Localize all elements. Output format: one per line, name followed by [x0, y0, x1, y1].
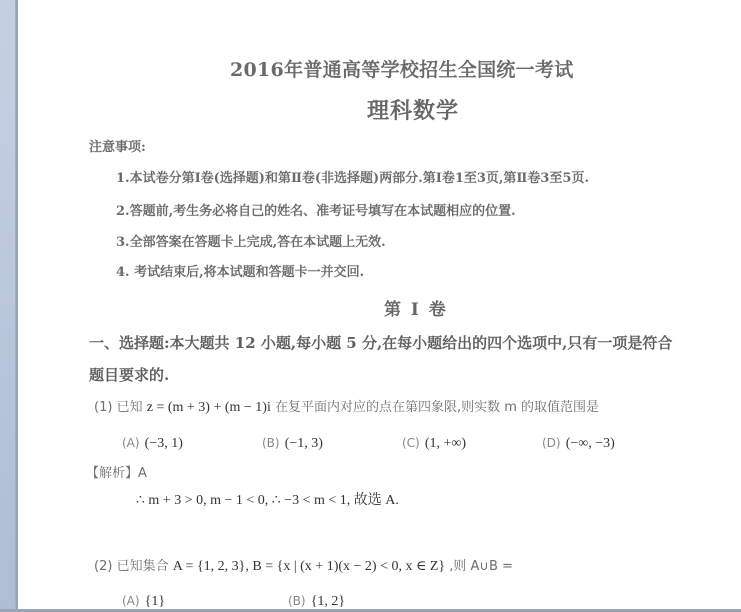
notice-item: 3.全部答案在答题卡上完成,答在本试题上无效.	[116, 235, 386, 250]
question-stem-suffix: ,则 A∪B =	[449, 559, 513, 574]
option-b: (B) {1, 2}	[288, 594, 346, 609]
notice-item: 4. 考试结束后,将本试题和答题卡一并交回.	[116, 265, 365, 280]
option-a: (A) {1}	[122, 594, 166, 609]
question-2-stem	[94, 555, 513, 575]
document-page[interactable]	[18, 0, 741, 609]
exam-title: 2016年普通高等学校招生全国统一考试	[230, 59, 574, 81]
option-a: (A) (−3, 1)	[122, 436, 183, 451]
analysis-label: 【解析】A	[86, 466, 147, 481]
notice-heading: 注意事项:	[89, 140, 146, 155]
analysis-text: ∴ m + 3 > 0, m − 1 < 0, ∴ −3 < m < 1, 故选 A.	[136, 493, 399, 508]
question-stem-math: z = (m + 3) + (m − 1)i	[146, 400, 271, 415]
question-stem-prefix: 已知集合	[116, 559, 169, 574]
option-c: (C) (1, +∞)	[402, 436, 467, 451]
question-number: (1)	[94, 400, 113, 415]
notice-item: 2.答题前,考生务必将自己的姓名、准考证号填写在本试题相应的位置.	[116, 204, 516, 219]
option-b: (B) (−1, 3)	[262, 436, 323, 451]
question-1-stem	[94, 396, 599, 416]
part-heading: 一、选择题:本大题共 12 小题,每小题 5 分,在每小题给出的四个选项中,只有一项是符合	[89, 334, 673, 352]
question-stem-math: A = {1, 2, 3}, B = {x | (x + 1)(x − 2) < 0, x ∈ Z}	[172, 559, 446, 574]
question-number: (2)	[94, 559, 113, 574]
section-title: 第 Ⅰ 卷	[384, 300, 448, 320]
question-stem-suffix: 在复平面内对应的点在第四象限,则实数 m 的取值范围是	[274, 400, 600, 415]
option-d: (D) (−∞, −3)	[542, 436, 615, 451]
notice-item: 1.本试卷分第Ⅰ卷(选择题)和第Ⅱ卷(非选择题)两部分.第Ⅰ卷1至3页,第Ⅱ卷3至5页.	[116, 171, 590, 186]
question-stem-prefix: 已知	[116, 400, 143, 415]
part-heading-continued: 题目要求的.	[89, 366, 170, 384]
workspace-background	[0, 0, 18, 612]
exam-subtitle: 理科数学	[367, 98, 460, 124]
